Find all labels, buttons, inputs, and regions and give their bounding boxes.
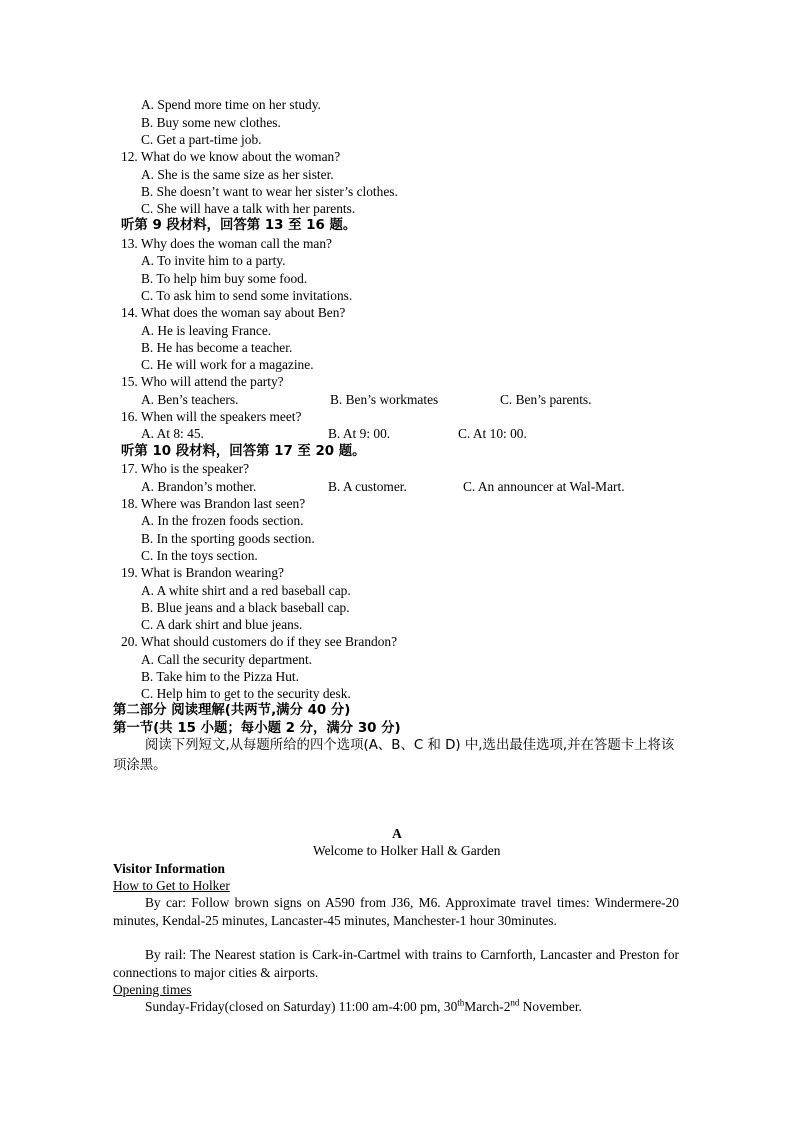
opening-times-heading: Opening times: [113, 982, 192, 997]
q18-option-c: C. In the toys section.: [141, 548, 258, 563]
by-car-paragraph: By car: Follow brown signs on A590 from J36, M6. Approximate travel times: Windermere-20 minutes, Kendal-25 minutes, Lancaster-45 minutes, Manchester-1 hour 30minutes.: [113, 895, 679, 928]
q18-question: 18. Where was Brandon last seen?: [121, 496, 306, 511]
q15-option-a: A. Ben’s teachers.: [141, 392, 239, 407]
q17-option-a: A. Brandon’s mother.: [141, 479, 257, 494]
q16-option-c: C. At 10: 00.: [458, 426, 527, 441]
q14-option-c: C. He will work for a magazine.: [141, 357, 314, 372]
q13-option-c: C. To ask him to send some invitations.: [141, 288, 353, 303]
q20-option-c: C. Help him to get to the security desk.: [141, 686, 351, 701]
q11-option-a: A. Spend more time on her study.: [141, 97, 321, 112]
q20-option-b: B. Take him to the Pizza Hut.: [141, 669, 299, 684]
visitor-info-heading: Visitor Information: [113, 861, 225, 876]
q12-option-c: C. She will have a talk with her parents.: [141, 201, 356, 216]
q12-option-b: B. She doesn’t want to wear her sister’s clothes.: [141, 184, 398, 199]
how-to-get-heading: How to Get to Holker: [113, 878, 230, 893]
hours-sup-th: th: [457, 997, 465, 1008]
q19-question: 19. What is Brandon wearing?: [121, 565, 285, 580]
passage-letter: A: [392, 826, 402, 841]
q19-option-c: C. A dark shirt and blue jeans.: [141, 617, 303, 632]
q19-option-b: B. Blue jeans and a black baseball cap.: [141, 600, 350, 615]
hours-mid: March-2: [464, 999, 511, 1014]
by-rail-paragraph: By rail: The Nearest station is Cark-in-Cartmel with trains to Carnforth, Lancaster and Preston for connections to major cities & airports.: [113, 947, 679, 980]
q17-option-b: B. A customer.: [328, 479, 407, 494]
q13-question: 13. Why does the woman call the man?: [121, 236, 332, 251]
passage-title: Welcome to Holker Hall & Garden: [313, 843, 501, 858]
section-heading-9: 听第 9 段材料，回答第 13 至 16 题。: [121, 218, 357, 233]
hours-main: Sunday-Friday(closed on Saturday) 11:00 am-4:00 pm, 30: [145, 999, 458, 1014]
q11-option-b: B. Buy some new clothes.: [141, 115, 281, 130]
q18-option-b: B. In the sporting goods section.: [141, 531, 315, 546]
hours-sup-nd: nd: [510, 997, 520, 1008]
q15-question: 15. Who will attend the party?: [121, 374, 284, 389]
q15-option-c: C. Ben’s parents.: [500, 392, 592, 407]
q17-option-c: C. An announcer at Wal-Mart.: [463, 479, 625, 494]
part2-instruction: 阅读下列短文,从每题所给的四个选项(A、B、C 和 D) 中,选出最佳选项,并在答题卡上将该项涂黑。: [113, 738, 675, 773]
q13-option-b: B. To help him buy some food.: [141, 271, 308, 286]
opening-hours-line: [145, 998, 582, 1015]
q17-question: 17. Who is the speaker?: [121, 461, 250, 476]
q15-option-b: B. Ben’s workmates: [330, 392, 439, 407]
q16-option-a: A. At 8: 45.: [141, 426, 204, 441]
q19-option-a: A. A white shirt and a red baseball cap.: [141, 583, 351, 598]
q14-question: 14. What does the woman say about Ben?: [121, 305, 346, 320]
q16-option-b: B. At 9: 00.: [328, 426, 391, 441]
q14-option-a: A. He is leaving France.: [141, 323, 272, 338]
q18-option-a: A. In the frozen foods section.: [141, 513, 304, 528]
q20-option-a: A. Call the security department.: [141, 652, 313, 667]
q14-option-b: B. He has become a teacher.: [141, 340, 293, 355]
part2-title: 第二部分 阅读理解(共两节,满分 40 分): [113, 703, 351, 718]
q16-question: 16. When will the speakers meet?: [121, 409, 302, 424]
q20-question: 20. What should customers do if they see Brandon?: [121, 634, 398, 649]
part2-subtitle: 第一节(共 15 小题；每小题 2 分，满分 30 分): [113, 721, 401, 736]
q12-option-a: A. She is the same size as her sister.: [141, 167, 334, 182]
section-heading-10: 听第 10 段材料，回答第 17 至 20 题。: [121, 444, 366, 459]
q13-option-a: A. To invite him to a party.: [141, 253, 286, 268]
hours-end: November.: [519, 999, 582, 1014]
q12-question: 12. What do we know about the woman?: [121, 149, 341, 164]
q11-option-c: C. Get a part-time job.: [141, 132, 262, 147]
